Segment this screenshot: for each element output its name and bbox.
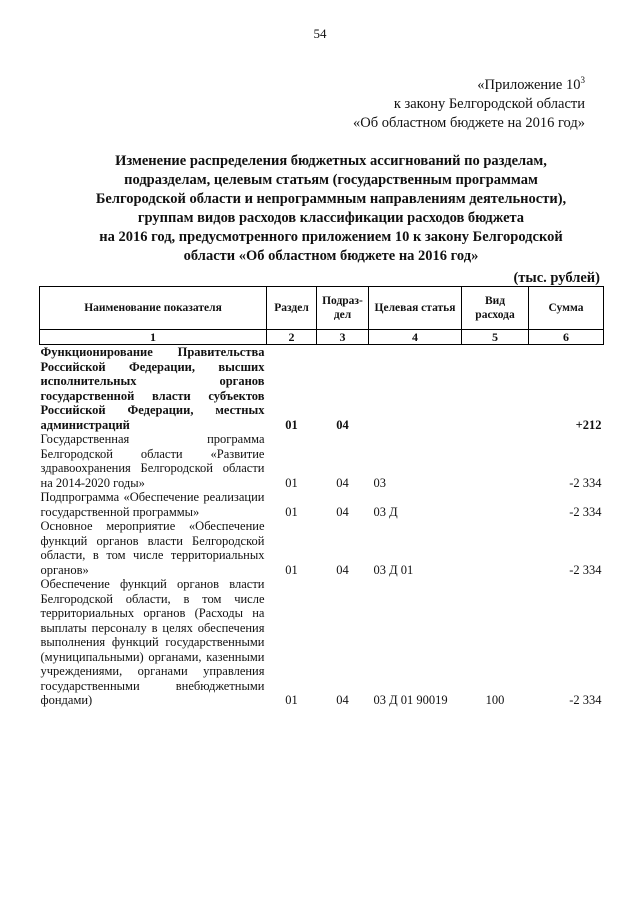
title-line-5: на 2016 год, предусмотренного приложением 10 к закону Белгородской (99, 229, 563, 245)
row-sum: -2 334 (569, 504, 602, 519)
row-section: 01 (285, 562, 298, 577)
column-number: 4 (369, 330, 462, 345)
row-target: 03 Д (373, 504, 398, 519)
table-row (40, 577, 604, 708)
units-label: (тыс. рублей) (513, 270, 600, 286)
header-sum: Сумма (529, 287, 604, 330)
row-name: Государственная программа Белгородской области «Развитие здравоохранения Белгородской области на 2014-2020 годы» (40, 432, 265, 490)
appendix-superscript: 3 (580, 75, 585, 86)
header-name: Наименование показателя (40, 287, 267, 330)
header-section: Раздел (267, 287, 317, 330)
table-row (40, 345, 604, 433)
row-subsection: 04 (336, 504, 349, 519)
header-subsection: Подраз-дел (317, 287, 369, 330)
title-line-3: Белгородской области и непрограммным направлениям деятельности), (95, 191, 567, 207)
row-sum: -2 334 (569, 475, 602, 490)
column-number: 1 (40, 330, 267, 345)
page-number: 54 (313, 26, 327, 41)
row-name: Функционирование Правительства Российской Федерации, высших исполнительных органов государственной власти субъектов Российской Федерации, местных администраций (40, 345, 265, 432)
row-sum: -2 334 (569, 693, 602, 707)
header-kind: Вид расхода (462, 287, 529, 330)
appendix-line-2: к закону Белгородской области (393, 96, 585, 112)
appendix-line-3: «Об областном бюджете на 2016 год» (353, 115, 585, 131)
table-row (40, 519, 604, 577)
row-name: Основное мероприятие «Обеспечение функций органов власти Белгородской области, в том числе территориальных органов» (40, 519, 265, 577)
row-kind: 100 (485, 693, 505, 707)
row-sum: -2 334 (569, 562, 602, 577)
row-section: 01 (285, 504, 298, 519)
row-target: 03 (373, 475, 386, 490)
table-row (40, 490, 604, 519)
budget-table (39, 286, 604, 708)
row-kind (462, 519, 529, 577)
table-header-row (40, 287, 604, 330)
row-section: 01 (285, 475, 298, 490)
column-number: 2 (267, 330, 317, 345)
row-name: Обеспечение функций органов власти Белгородской области, в том числе территориальных органов (Расходы на выплаты персоналу в целях обеспечения выполнения функций государственными (муниципальными) органами, казенными учреждениями, органами управления государственными внебюджетными фондами) (40, 577, 265, 707)
row-name: Подпрограмма «Обеспечение реализации государственной программы» (40, 490, 265, 519)
row-kind (462, 490, 529, 519)
row-kind (462, 345, 529, 433)
table-row (40, 432, 604, 490)
row-section: 01 (285, 417, 298, 432)
title-line-2: подразделам, целевым статьям (государственным программам (124, 172, 538, 188)
row-target: 03 Д 01 90019 (373, 693, 448, 707)
row-sum: +212 (575, 417, 602, 432)
row-subsection: 04 (336, 417, 349, 432)
title-line-1: Изменение распределения бюджетных ассигнований по разделам, (115, 153, 547, 169)
header-target: Целевая статья (369, 287, 462, 330)
appendix-reference (353, 76, 585, 133)
appendix-line-1 (353, 76, 585, 95)
column-number: 6 (529, 330, 604, 345)
row-subsection: 04 (336, 693, 349, 707)
row-subsection: 04 (336, 475, 349, 490)
title-line-4: группам видов расходов классификации расходов бюджета (137, 210, 525, 226)
row-target: 03 Д 01 (373, 562, 414, 577)
column-number-row (40, 330, 604, 345)
appendix-line-1-text: «Приложение 10 (477, 77, 581, 93)
row-section: 01 (285, 693, 298, 707)
row-kind (462, 432, 529, 490)
document-title (80, 152, 582, 266)
column-number: 3 (317, 330, 369, 345)
row-target (369, 345, 462, 433)
row-subsection: 04 (336, 562, 349, 577)
column-number: 5 (462, 330, 529, 345)
title-line-6: области «Об областном бюджете на 2016 год» (183, 248, 479, 264)
